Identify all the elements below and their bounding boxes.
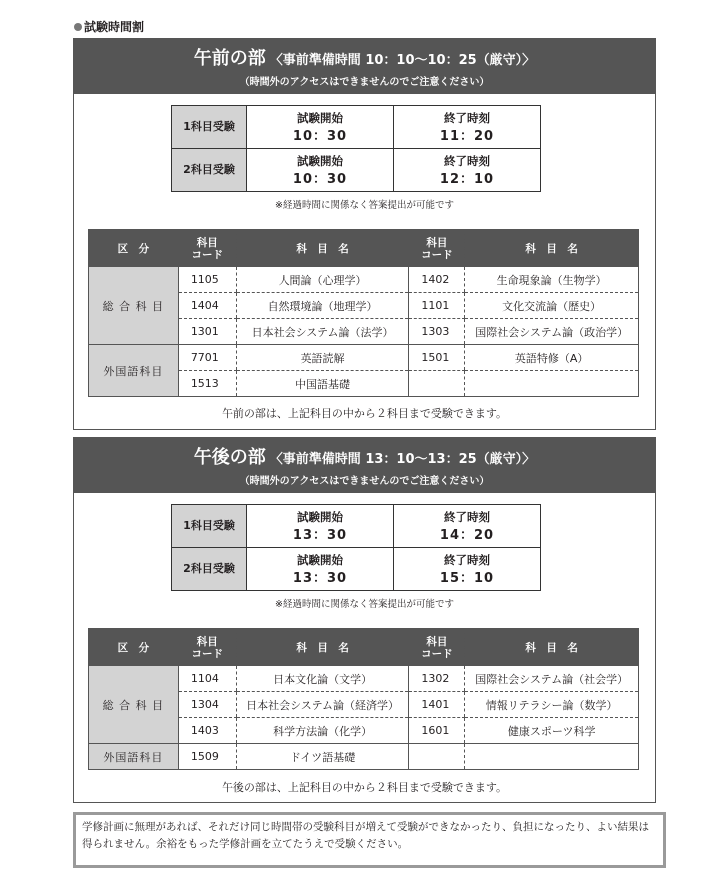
category-header: 区 分 (89, 629, 179, 667)
am-title-bar (74, 39, 655, 94)
subject-name: 国際社会システム論（社会学） (465, 666, 639, 692)
am-time-table (171, 105, 541, 192)
am-panel (73, 38, 656, 430)
subject-name: 健康スポーツ科学 (465, 718, 639, 744)
table-header-row (89, 230, 639, 268)
name-header: 科 目 名 (236, 629, 409, 667)
subject-name: 日本文化論（文学） (236, 666, 409, 692)
subject-code: 1301 (178, 319, 236, 345)
exam-type-label: 2科目受験 (172, 548, 247, 591)
subject-code: 1304 (178, 692, 236, 718)
subject-name: 英語特修（A） (465, 345, 639, 371)
subject-code: 1513 (178, 371, 236, 397)
code-header: 科目 コード (409, 629, 465, 667)
pm-prep-time: 〈事前準備時間 13：10〜13：25（厳守）〉 (269, 452, 536, 467)
name-header: 科 目 名 (465, 230, 639, 268)
advice-box (73, 812, 666, 868)
advice-text: 学修計画に無理があれば、それだけ同じ時間帯の受験科目が増えて受験ができなかったり、負担になったり、よい結果は得られません。余裕をもった学修計画を立てたうえで受験ください。 (82, 821, 649, 850)
table-row (172, 106, 541, 149)
pm-title-bar (74, 438, 655, 493)
pm-submit-note: ※経過時間に関係なく答案提出が可能です (275, 599, 454, 610)
pm-footer-note: 午後の部は、上記科目の中から２科目まで受験できます。 (221, 781, 508, 794)
am-submit-note: ※経過時間に関係なく答案提出が可能です (275, 200, 454, 211)
category-cell: 外国語科目 (89, 345, 179, 397)
subject-code: 1401 (409, 692, 465, 718)
exam-type-label: 2科目受験 (172, 149, 247, 192)
table-row (172, 505, 541, 548)
start-cell: 試験開始 10：30 (247, 149, 394, 192)
subject-code: 1404 (178, 293, 236, 319)
subject-name (465, 744, 639, 770)
subject-code: 7701 (178, 345, 236, 371)
table-header-row (89, 629, 639, 667)
exam-type-label: 1科目受験 (172, 505, 247, 548)
subject-code: 1509 (178, 744, 236, 770)
subject-name: 中国語基礎 (236, 371, 409, 397)
subject-code: 1402 (409, 267, 465, 293)
subject-code: 1104 (178, 666, 236, 692)
code-header: 科目 コード (178, 230, 236, 268)
subject-name: 人間論（心理学） (236, 267, 409, 293)
start-cell: 試験開始 13：30 (247, 505, 394, 548)
code-header: 科目 コード (178, 629, 236, 667)
start-cell: 試験開始 10：30 (247, 106, 394, 149)
pm-time-table (171, 504, 541, 591)
table-row (89, 666, 639, 692)
table-row (89, 744, 639, 770)
pm-title: 午後の部 (193, 447, 266, 468)
subject-name: ドイツ語基礎 (236, 744, 409, 770)
start-cell: 試験開始 13：30 (247, 548, 394, 591)
subject-code (409, 744, 465, 770)
table-row (172, 548, 541, 591)
end-cell: 終了時刻 15：10 (394, 548, 541, 591)
table-row (172, 149, 541, 192)
subject-code (409, 371, 465, 397)
end-cell: 終了時刻 11：20 (394, 106, 541, 149)
subject-name: 日本社会システム論（経済学） (236, 692, 409, 718)
category-cell: 外国語科目 (89, 744, 179, 770)
pm-access-note: （時間外のアクセスはできませんのでご注意ください） (239, 476, 490, 487)
subject-name: 情報リテラシー論（数学） (465, 692, 639, 718)
subject-name: 自然環境論（地理学） (236, 293, 409, 319)
code-header: 科目 コード (409, 230, 465, 268)
am-prep-time: 〈事前準備時間 10：10〜10：25（厳守）〉 (269, 53, 536, 68)
table-row (89, 267, 639, 293)
subject-name: 英語読解 (236, 345, 409, 371)
subject-code: 1601 (409, 718, 465, 744)
table-row (89, 345, 639, 371)
subject-name: 科学方法論（化学） (236, 718, 409, 744)
pm-panel (73, 437, 656, 803)
exam-type-label: 1科目受験 (172, 106, 247, 149)
subject-name: 文化交流論（歴史） (465, 293, 639, 319)
section-heading: 試験時間割 (74, 18, 144, 35)
subject-name: 日本社会システム論（法学） (236, 319, 409, 345)
bullet-dot-icon (74, 23, 82, 31)
category-cell: 総 合 科 目 (89, 267, 179, 345)
subject-code: 1105 (178, 267, 236, 293)
subject-code: 1101 (409, 293, 465, 319)
subject-name: 生命現象論（生物学） (465, 267, 639, 293)
subject-name: 国際社会システム論（政治学） (465, 319, 639, 345)
subject-name (465, 371, 639, 397)
end-cell: 終了時刻 14：20 (394, 505, 541, 548)
name-header: 科 目 名 (236, 230, 409, 268)
am-footer-note: 午前の部は、上記科目の中から２科目まで受験できます。 (221, 407, 508, 420)
subject-code: 1302 (409, 666, 465, 692)
subject-code: 1501 (409, 345, 465, 371)
subject-code: 1303 (409, 319, 465, 345)
category-header: 区 分 (89, 230, 179, 268)
am-title: 午前の部 (193, 48, 266, 69)
end-cell: 終了時刻 12：10 (394, 149, 541, 192)
am-access-note: （時間外のアクセスはできませんのでご注意ください） (239, 77, 490, 88)
subject-code: 1403 (178, 718, 236, 744)
am-subject-table (88, 229, 639, 397)
category-cell: 総 合 科 目 (89, 666, 179, 744)
pm-subject-table (88, 628, 639, 770)
name-header: 科 目 名 (465, 629, 639, 667)
